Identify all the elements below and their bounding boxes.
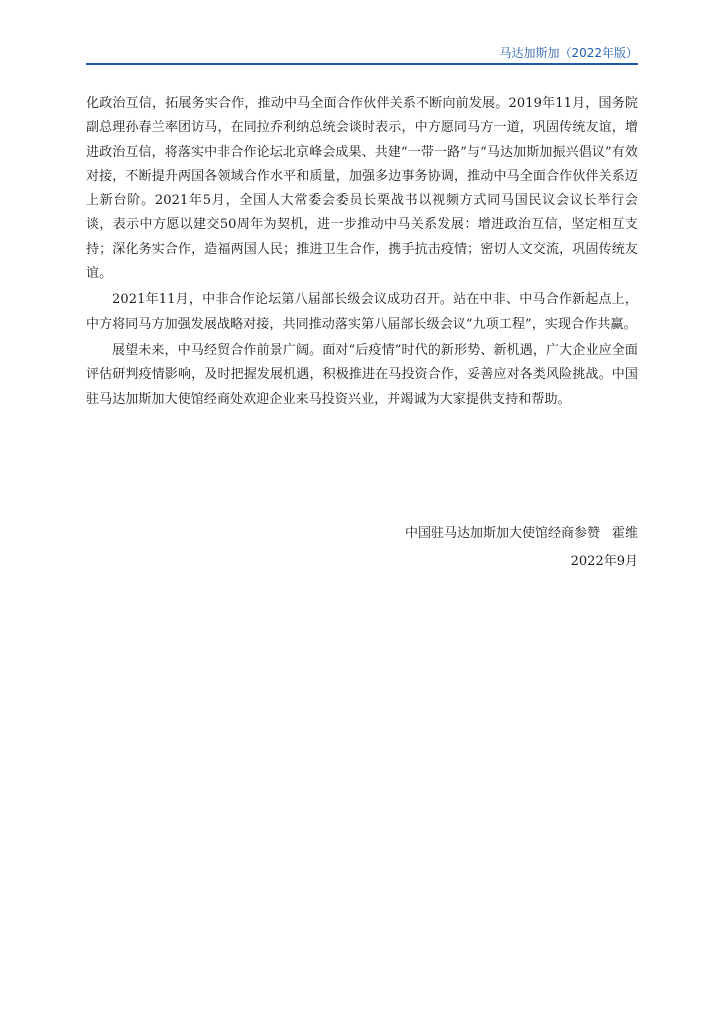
signature-block <box>86 522 638 574</box>
signature-date: 2022年9月 <box>570 554 638 569</box>
header-rule <box>86 63 638 65</box>
body-text <box>86 92 638 414</box>
paragraph-continued: 化政治互信，拓展务实合作，推动中马全面合作伙伴关系不断向前发展。2019年11月，国务院副总理孙春兰率团访马，在同拉乔利纳总统会谈时表示，中方愿同马方一道，巩固传统友谊，增进政治互信，将落实中非合作论坛北京峰会成果、共建“一带一路”与“马达加斯加振兴倡议”有效对接，不断提升两国各领域合作水平和质量，加强多边事务协调，推动中马全面合作伙伴关系迈上新台阶。2021年5月，全国人大常委会委员长栗战书以视频方式同马国民议会议长举行会谈，表示中方愿以建交50周年为契机，进一步推动中马关系发展：增进政治互信，坚定相互支持；深化务实合作，造福两国人民；推进卫生合作，携手抗击疫情；密切人文交流，巩固传统友谊。 <box>86 96 638 282</box>
header-title: 马达加斯加（2022年版） <box>499 46 638 60</box>
signature-organization: 中国驻马达加斯加大使馆经商参赞 <box>404 526 600 541</box>
signature-name: 霍维 <box>611 526 638 541</box>
paragraph-focac: 2021年11月，中非合作论坛第八届部长级会议成功召开。站在中非、中马合作新起点上，中方将同马方加强发展战略对接，共同推动落实第八届部长级会议“九项工程”，实现合作共赢。 <box>86 292 638 332</box>
page-header <box>86 38 638 65</box>
signature-line <box>86 522 638 546</box>
paragraph-outlook: 展望未来，中马经贸合作前景广阔。面对“后疫情”时代的新形势、新机遇，广大企业应全面评估研判疫情影响，及时把握发展机遇，积极推进在马投资合作，妥善应对各类风险挑战。中国驻马达加斯加大使馆经商处欢迎企业来马投资兴业，并竭诚为大家提供支持和帮助。 <box>86 342 638 407</box>
